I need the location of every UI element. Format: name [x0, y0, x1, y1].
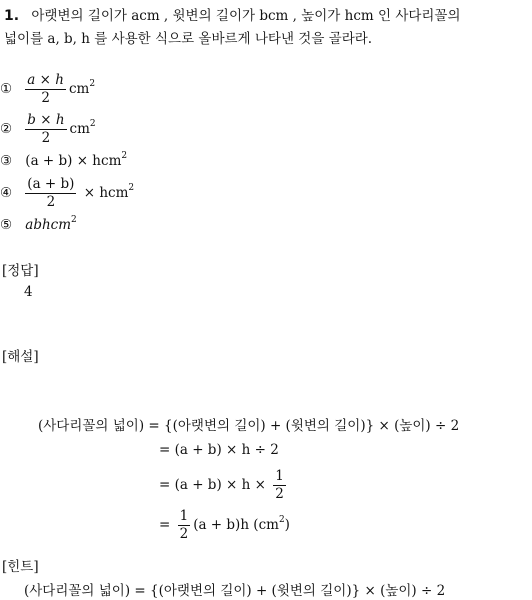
explanation-step-1: (사다리꼴의 넓이) = {(아랫변의 길이) + (윗변의 길이)} × (높이) ÷ 2 — [38, 418, 460, 434]
choice-5[interactable]: ⑤ abhcm$^2$ — [0, 215, 77, 233]
choice-5-marker: ⑤ — [0, 217, 13, 233]
hint-label: [힌트] — [2, 559, 39, 575]
question-line-2: 넓이를 a, b, h 를 사용한 식으로 올바르게 나타낸 것을 골라라. — [4, 31, 373, 47]
choice-4-tail: × hcm — [83, 185, 129, 201]
choice-2-marker: ② — [0, 121, 13, 137]
question-text-1: 아랫변의 길이가 acm , 윗변의 길이가 bcm , 높이가 hcm 인 사다리꼴의 — [31, 8, 461, 24]
choice-3[interactable]: ③ (a + b) × hcm$^2$ — [0, 151, 128, 169]
choice-3-marker: ③ — [0, 153, 13, 169]
choice-2-fraction: $\frac{b \times h}{2}$ — [27, 112, 65, 146]
choice-5-text: abhcm — [25, 217, 72, 233]
choice-1-fraction: $\frac{a \times h}{2}$ — [27, 72, 64, 106]
answer-value: 4 — [24, 284, 33, 300]
choice-4-fraction: $\frac{(a + b)}{2}$ — [27, 176, 75, 210]
choice-1[interactable]: ① $\frac{a \times h}{2}$ $cm^2$ — [0, 72, 96, 106]
choice-4-marker: ④ — [0, 185, 13, 201]
explanation-step-3: = (a + b) × h × $\frac{1}{2}$ — [159, 468, 284, 502]
question-line-1 — [4, 4, 461, 24]
question-number: 1. — [4, 8, 20, 24]
step-4-fraction: $\frac{1}{2}$ — [179, 508, 189, 542]
explanation-step-2: = (a + b) × h ÷ 2 — [159, 442, 279, 458]
hint-text: (사다리꼴의 넓이) = {(아랫변의 길이) + (윗변의 길이)} × (높이) ÷ 2 — [24, 583, 446, 599]
choice-4[interactable]: ④ $\frac{(a + b)}{2}$ × hcm$^2$ — [0, 176, 135, 210]
choice-1-marker: ① — [0, 81, 13, 97]
choice-2-unit: cm — [69, 121, 90, 137]
answer-label: [정답] — [2, 263, 39, 279]
choice-1-unit: cm — [68, 81, 90, 97]
explanation-step-4: = $\frac{1}{2}$ (a + b)h $(cm^2)$ — [159, 508, 290, 542]
step-3-fraction: $\frac{1}{2}$ — [275, 468, 284, 502]
choice-3-text: (a + b) × hcm — [25, 153, 122, 169]
choice-2[interactable]: ② $\frac{b \times h}{2}$ $cm^2$ — [0, 112, 96, 146]
explanation-label: [해설] — [2, 349, 39, 365]
